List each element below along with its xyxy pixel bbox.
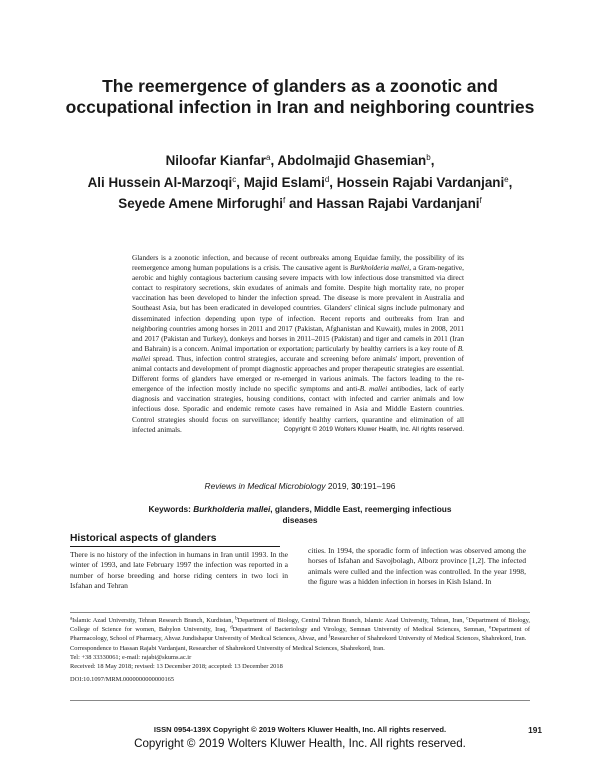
keywords [140,504,460,526]
journal-name: Reviews in Medical Microbiology [204,481,326,491]
citation-line: Reviews in Medical Microbiology 2019, 30:191–196 [204,481,396,491]
article-title: The reemergence of glanders as a zoonotic and occupational infection in Iran and neighboring countries [65,76,535,117]
author-affiliation-mark: e [504,174,509,184]
abstract-text: antibodies, lack of early diagnosis and vaccination strategies, housing conditions, contact with infected and carrier animals and low infectious dose. Sporadic and endemic remote cases have remained in Asia and Middle Eastern countries. Control strategies should focus on surveillance; identify healthy carriers, quarantine and elimination of all infected animals. [132,384,464,434]
footer-divider [70,700,530,701]
affiliation-text: Department of Biology, College of Science for women, Babylon University, Iraq, [70,617,530,634]
citation-year: 2019 [327,481,347,491]
footnote-divider [70,612,530,613]
affiliation-mark: b [235,616,238,622]
body-column-right: cities. In 1994, the sporadic form of infection was observed among the horses of Isfahan and Savojbolagh, Alborz province [1,2]. The infected animals were culled and the infection was controlled. In the year 1998, the figure was a hidden infection in horses in Kish Island. In [308,546,526,587]
author-name: Ali Hussein Al-Marzoqi [87,174,233,190]
author-name: Seyede Amene Mirforughi [118,196,283,211]
issn-line: ISSN 0954-139X Copyright © 2019 Wolters Kluwer Health, Inc. All rights reserved. [153,725,447,734]
author-affiliation-mark: a [266,153,271,162]
affiliation-mark: d [230,625,233,631]
author-affiliation-mark: d [324,174,330,184]
copyright-banner: Copyright © 2019 Wolters Kluwer Health, Inc. All rights reserved. [134,737,466,750]
author-affiliation-mark: f [479,196,482,205]
keywords-label: Keywords: [148,504,191,514]
footnotes [70,616,530,684]
keywords-list: , glanders, Middle East, reemerging infectious diseases [270,504,452,525]
affiliation-text: Department of Biology, Central Tehran Branch, Islamic Azad University, Tehran, Iran, [237,617,467,624]
author-affiliation-mark: f [282,196,286,205]
author-conjunction: and [288,196,313,211]
contact-info: Tel: +38 33330061; e-mail: rajabi@skums.ac.ir [70,653,192,661]
author-name: Hassan Rajabi Vardanjani [316,196,480,211]
abstract-copyright: Copyright © 2019 Wolters Kluwer Health, Inc. All rights reserved. [283,425,464,433]
affiliation-text: Department of Bacteriology and Virology, Semnan University of Medical Sciences, Semnan, [232,626,490,634]
author-name: Hossein Rajabi Vardanjani [336,174,505,190]
author-list: Niloofar Kianfar$^a$, Abdolmajid Ghasemian$^b$, Ali Hussein Al-Marzoqi$^c$, Majid Eslami$^d$, Hossein Rajabi Vardanjani$^e$, Seyede Amene Mirforughi$^f$ and Hassan Rajabi Vardanjani$^f$ [87,153,513,211]
organism-name: Burkholderia mallei [349,263,410,273]
abstract-text: , a Gram-negative, aerobic and highly contagious bacterium causing severe impacts with low infectious dose transmitted via direct contact to respiratory secretions, skin exudates of animals and fomite. Despite high mortality rate, no proper vaccination has been developed to hinder the infection spread. The disease is more prevalent in Australia and Southeast Asia, but has been eradicated in developed countries. Glanders' clinical signs include pulmonary and disseminated infection depending upon type of infection. Recent reports and outbreaks from Iran and neighboring countries among horses in 2011 and 2017 (Pakistan, Afghanistan and Kuwait), mules in 2008, 2011 and 2017 (Pakistan and Turkey), donkeys and horses in 2011–2015 (Pakistan) and tiger and camels in 2011 (Iran and Bahrain) is a concern. Animal importation or exportation; particularly by healthy carriers is a key route of [132,263,464,353]
received-dates: Received: 18 May 2018; revised: 13 December 2018; accepted: 13 December 2018 [70,663,283,671]
affiliation-mark: a [70,616,73,622]
keyword-organism: Burkholderia mallei [193,504,271,514]
page-number: 191 [528,725,542,735]
affiliation-mark: f [328,634,331,640]
section-heading: Historical aspects of glanders [70,533,280,547]
author-name: Abdolmajid Ghasemian [277,153,427,168]
author-name: Niloofar Kianfar [165,153,267,168]
affiliation-mark: e [489,625,492,631]
correspondence: Correspondence to Hassan Rajabi Vardanjani, Researcher of Shahrekord University of Medical Sciences, Shahrekord, Iran. [70,644,385,652]
affiliation-text: Department of Pharmacology, School of Pharmacy, Ahvaz Jundishapur University of Medical Sciences, Ahvaz, and [70,626,530,643]
organism-name: B. mallei [132,343,464,363]
body-column-left: There is no history of the infection in humans in Iran until 1993. In the winter of 1993, and late February 1997 the infection was reported in a number of horse breeding and horse riding centers in two loci in Isfahan and Tehran [70,550,288,591]
citation-volume: 30 [351,481,361,491]
abstract-text: spread. Thus, infection control strategies, accurate and screening before animals' import, prevention of animal contacts and development of prompt diagnostic approaches and proper therapeutic strategies are essential. Different forms of glanders have emerged or re-emerged in various animals. The factors leading to the re-emergence of the infection mostly include no specific symptoms and anti- [132,353,464,394]
affiliation-mark: c [466,616,469,622]
affiliation-text: Researcher of Shahrekord University of Medical Sciences, Shahrekord, Iran. [330,635,527,643]
author-name: Majid Eslami [243,174,325,190]
citation-pages: :191–196 [360,481,396,491]
affiliations [70,616,530,644]
author-affiliation-mark: b [426,153,431,162]
abstract-text: Glanders is a zoonotic infection, and because of recent outbreaks among Equidae family, the possibility of its reemergence among human populations is a crisis. The causative agent is [132,253,464,273]
author-affiliation-mark: c [232,174,237,184]
organism-name: B. mallei [359,384,388,394]
doi: DOI:10.1097/MRM.0000000000000165 [70,676,175,684]
affiliation-text: Islamic Azad University, Tehran Research Branch, Kurdistan, [72,617,236,624]
abstract [132,253,464,435]
